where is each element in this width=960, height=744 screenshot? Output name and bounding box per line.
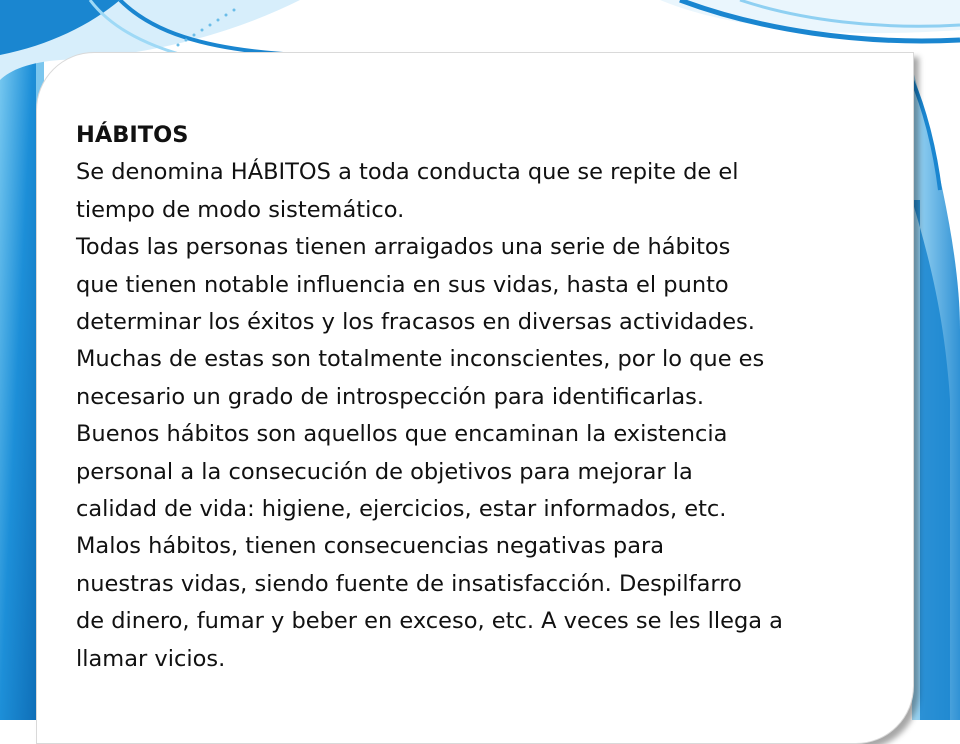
text-line: Todas las personas tienen arraigados una serie de hábitos [76, 234, 731, 261]
text-line: tiempo de modo sistemático. [76, 196, 405, 223]
text-line: Muchas de estas son totalmente inconscientes, por lo que es [76, 346, 765, 373]
text-line: llamar vicios. [76, 645, 226, 672]
text-line: de dinero, fumar y beber en exceso, etc. A veces se les llega a [76, 608, 783, 635]
text-line: personal a la consecución de objetivos para mejorar la [76, 458, 693, 485]
text-line: calidad de vida: higiene, ejercicios, estar informados, etc. [76, 496, 727, 523]
slide-title: HÁBITOS [76, 122, 189, 148]
text-line: Se denomina HÁBITOS a toda conducta que se repite de el [76, 159, 739, 186]
text-line: necesario un grado de introspección para identificarlas. [76, 383, 705, 410]
slide-content [76, 117, 896, 678]
text-line: Buenos hábitos son aquellos que encaminan la existencia [76, 421, 728, 448]
text-line: Malos hábitos, tienen consecuencias negativas para [76, 533, 665, 560]
text-line: nuestras vidas, siendo fuente de insatisfacción. Despilfarro [76, 570, 742, 597]
text-line: determinar los éxitos y los fracasos en diversas actividades. [76, 309, 755, 336]
text-line: que tienen notable influencia en sus vidas, hasta el punto [76, 271, 729, 298]
